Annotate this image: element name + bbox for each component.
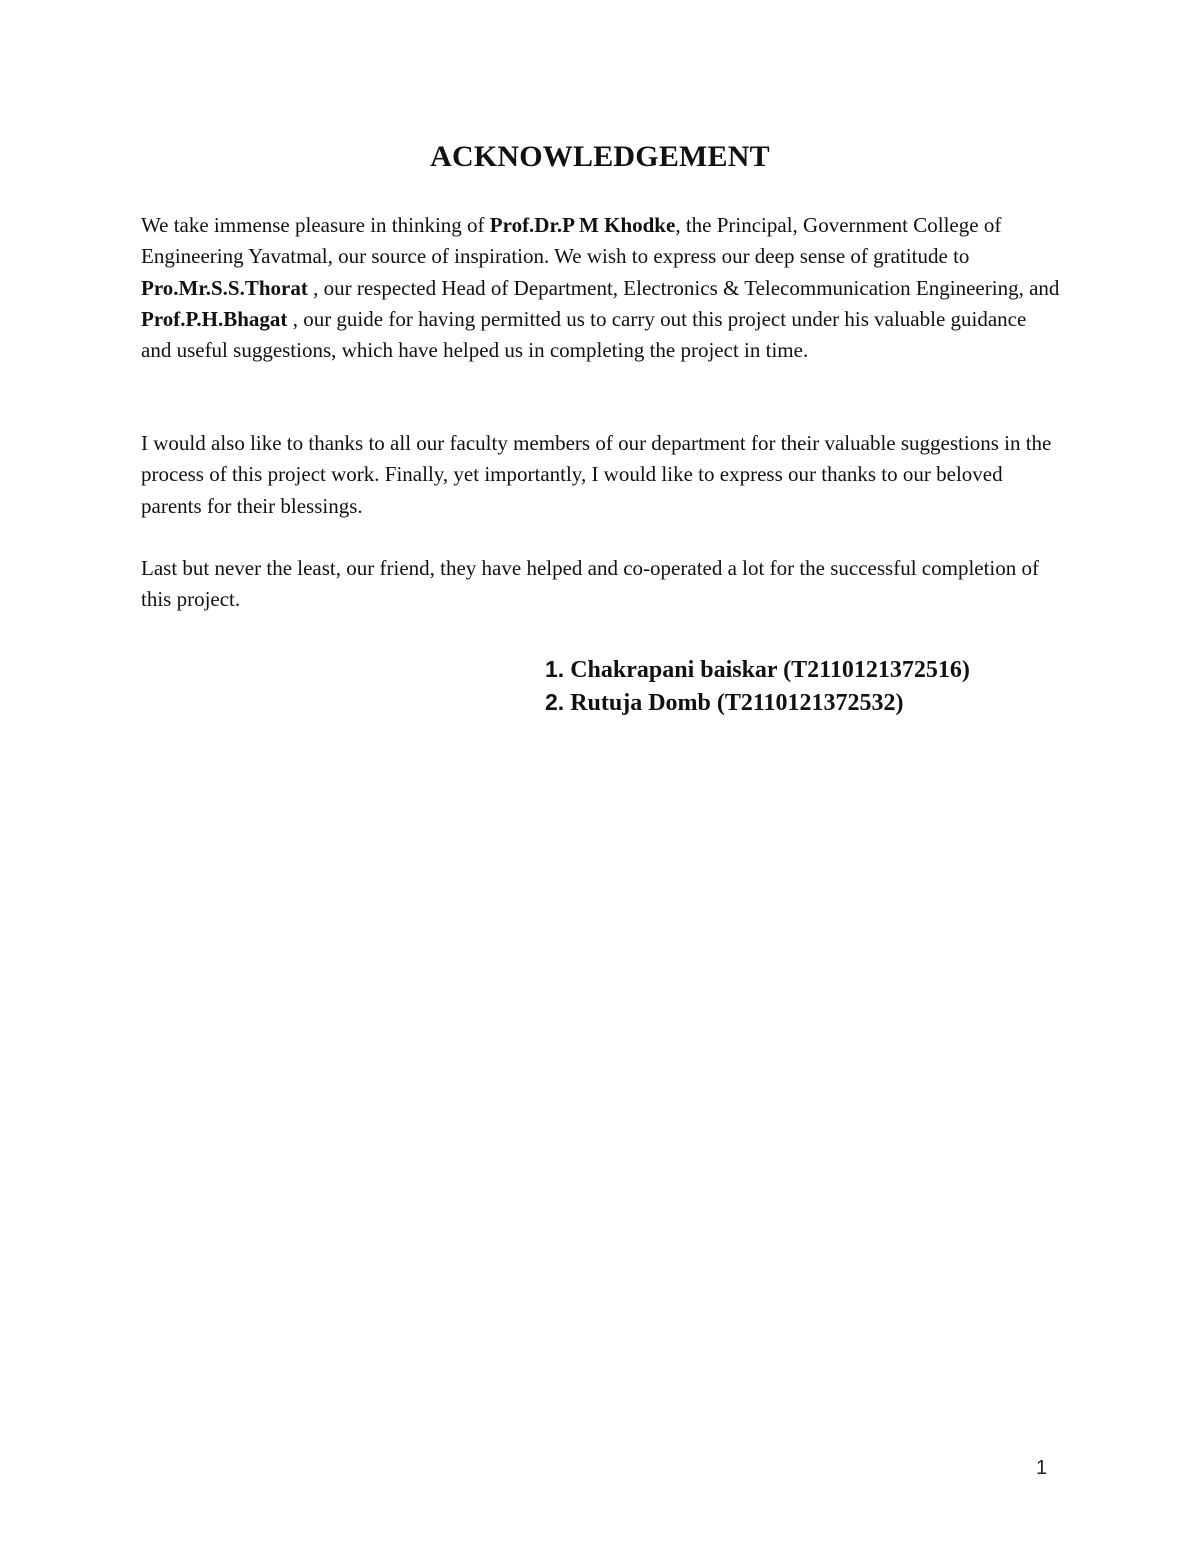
paragraph-text: , the Principal, Government College of Engineering Yavatmal, our source of inspiration. We wish to express our deep sense of gratitude to bbox=[141, 213, 1002, 269]
hod-name: Pro.Mr.S.S.Thorat bbox=[141, 275, 308, 300]
author-number: 2. bbox=[545, 688, 565, 715]
principal-name: Prof.Dr.P M Khodke bbox=[489, 213, 676, 237]
acknowledgement-paragraph-3: Last but never the least, our friend, they have helped and co-operated a lot for the successful completion of this project. bbox=[141, 556, 1040, 612]
paragraph-text: , our respected Head of Department, Electronics & Telecommunication Engineering, and bbox=[307, 275, 1060, 300]
author-item bbox=[545, 687, 970, 720]
author-name: Chakrapani baiskar (T2110121372516) bbox=[570, 657, 970, 683]
paragraph-text: , our guide for having permitted us to carry out this project under his valuable guidance and useful suggestions, which have helped us in completing the project in time. bbox=[141, 306, 1027, 363]
author-number: 1. bbox=[545, 656, 565, 682]
author-list bbox=[545, 654, 970, 719]
acknowledgement-paragraph-1 bbox=[141, 210, 1061, 366]
acknowledgement-paragraph-2: I would also like to thanks to all our faculty members of our department for their valuable suggestions in the process of this project work. Finally, yet importantly, I would like to express our thanks to our beloved parents for their blessings. bbox=[141, 431, 1052, 518]
page-title: ACKNOWLEDGEMENT bbox=[430, 140, 770, 173]
paragraph-text: We take immense pleasure in thinking of bbox=[141, 213, 490, 237]
author-name: Rutuja Domb (T2110121372532) bbox=[570, 689, 904, 716]
author-item bbox=[545, 654, 970, 687]
guide-name: Prof.P.H.Bhagat bbox=[141, 306, 288, 331]
page-number: 1 bbox=[1036, 1457, 1048, 1479]
